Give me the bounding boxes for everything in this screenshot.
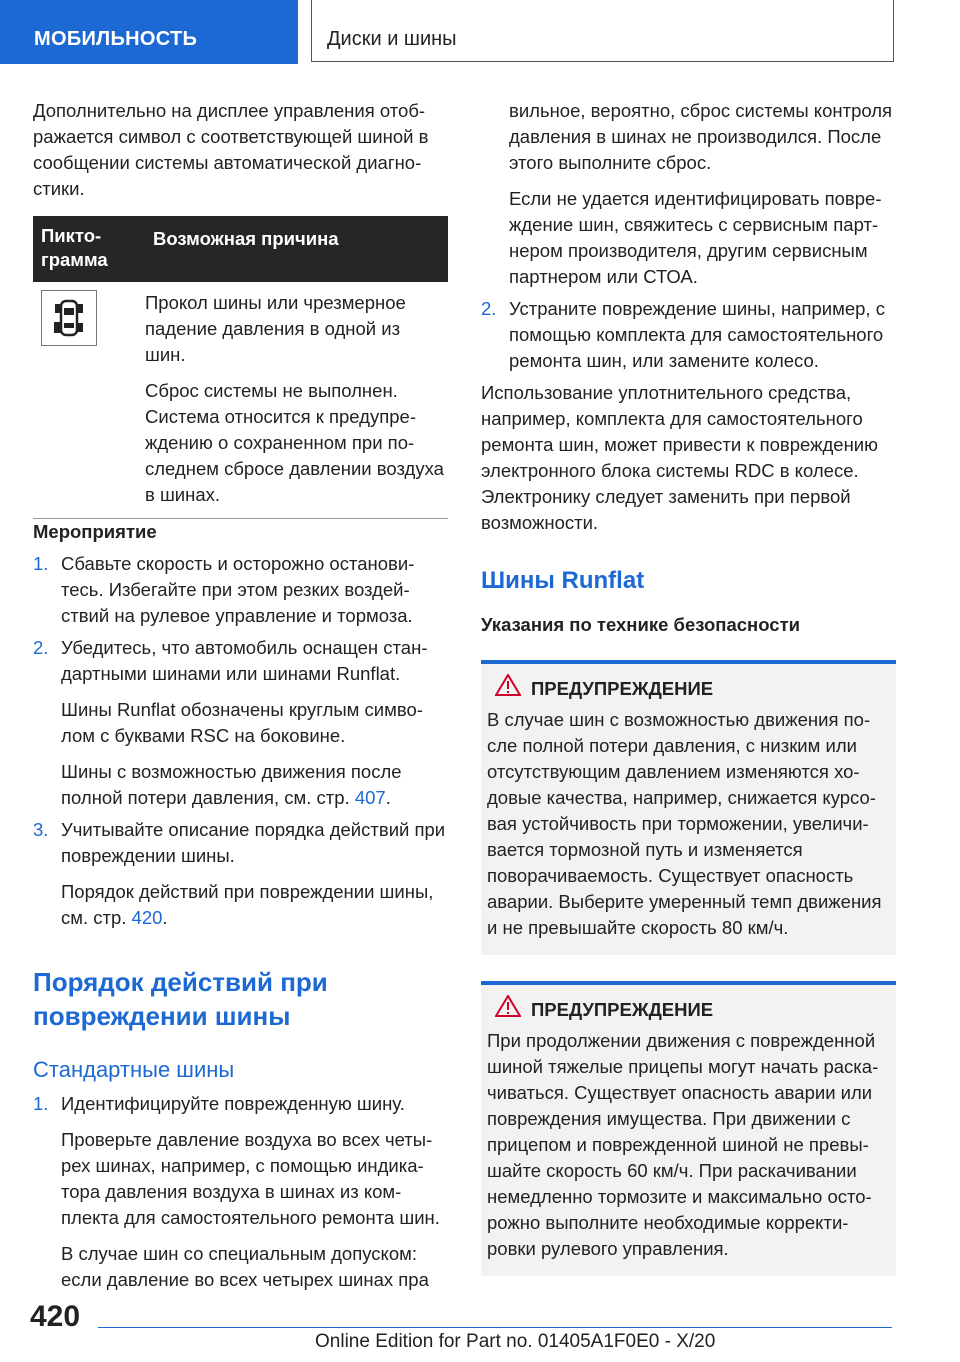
continued-text: вильное, вероятно, сброс системы контроля давления в шинах не производился. После этого выполните сброс. (509, 100, 893, 173)
list-item (481, 296, 896, 374)
cause-text-2: Сброс системы не выполнен. Система относится к предупреждению о сохраненном при последнем сбросе давлении воздуха в шинах. (145, 380, 444, 505)
subsection-heading: Стандартные шины (33, 1057, 235, 1082)
footer-edition: Online Edition for Part no. 01405A1F0E0 - X/20 (315, 1331, 716, 1352)
list-text: Порядок действий при повреждении шины, см. стр. 420. (61, 881, 434, 928)
table-col-cause: Возможная причина (153, 228, 339, 249)
list-text: Шины с возможностью движения после полной потери давления, см. стр. 407. (61, 761, 402, 808)
warning-box (481, 660, 896, 955)
continued-text-2: Если не удается идентифицировать повреждение шин, свяжитесь с сервисным партнером производителя, другим сервисным партнером или СТОА. (509, 188, 882, 287)
warning-text: При продолжении движения с поврежденной шиной тяжелые прицепы могут начать раскачиваться. Существует опасность аварии или повреждения имущества. При движении с прицепом и поврежденной шиной не превышайте скорость 60 км/ч. При раскачивании немедленно тормозите и максимально осторожно выполните необходимые корректировки рулевого управления. (487, 1030, 879, 1259)
warning-title: ПРЕДУПРЕЖДЕНИЕ (531, 677, 714, 699)
list-number: 3. (33, 819, 49, 840)
list-text: Проверьте давление воздуха во всех четырех шинах, например, с помощью индикатора давления воздуха в шинах из комплекта для самостоятельного ремонта шин. (61, 1129, 440, 1228)
list-item (33, 551, 448, 629)
cause-text-1: Прокол шины или чрезмерное падение давления в одной из шин. (145, 292, 406, 365)
tire-pressure-car-icon (41, 290, 97, 346)
left-column (33, 98, 448, 1293)
list-item (33, 1091, 448, 1293)
list-text: Идентифицируйте поврежденную шину. (61, 1093, 405, 1114)
warning-icon (495, 995, 521, 1024)
intro-paragraph: Дополнительно на дисплее управления отображается символ с соответствующей шиной в сообщении системы автоматической диагностики. (33, 100, 429, 199)
section-title: МОБИЛЬНОСТЬ (34, 28, 198, 50)
rdc-paragraph: Использование уплотнительного средства, например, комплекта для самостоятельного ремонта шин, может привести к повреждению электронного блока системы RDC в колесе. Электронику следует заменить при первой возможности. (481, 382, 879, 533)
list-text: Сбавьте скорость и осторожно остановитесь. Избегайте при этом резких воздействий на рулевое управление и тормоза. (61, 553, 415, 626)
warning-box (481, 981, 896, 1276)
warning-text: В случае шин с возможностью движения после полной потери давления, с низким или отсутствующим давлением изменяются ходовые качества, например, снижается курсовая устойчивость при торможении, увеличивается тормозной путь и изменяется поворачиваемость. Существует опасность аварии. Выберите умеренный темп движения и не превышайте скорость 80 км/ч. (487, 709, 882, 938)
list-number: 1. (33, 553, 49, 574)
list-item (33, 635, 448, 811)
table-row (33, 282, 448, 519)
runflat-heading: Шины Runflat (481, 567, 645, 594)
chapter-header (311, 0, 894, 62)
list-text: Убедитесь, что автомобиль оснащен стандартными шинами или шинами Runflat. (61, 637, 428, 684)
steps-list (33, 1091, 448, 1293)
list-number: 2. (481, 298, 497, 319)
measures-heading: Мероприятие (33, 521, 157, 542)
list-number: 1. (33, 1093, 49, 1114)
list-item (33, 817, 448, 931)
table-col-pictogram: Пиктограмма (41, 225, 108, 270)
warning-icon (495, 674, 521, 703)
list-number: 2. (33, 637, 49, 658)
page-link-407[interactable]: 407 (354, 787, 386, 808)
list-text: Устраните повреждение шины, например, с помощью комплекта для самостоятельного ремонта шин, или замените колесо. (509, 298, 885, 371)
measures-list (33, 551, 448, 931)
table-header (33, 216, 448, 282)
list-text: В случае шин со специальным допуском: если давление во всех четырех шинах пра (61, 1243, 429, 1290)
footer-divider (98, 1327, 892, 1328)
section-tab (0, 0, 298, 64)
section-heading: Порядок действий при повреждении шины (33, 967, 328, 1031)
page-number: 420 (30, 1300, 81, 1333)
steps-list-cont (481, 296, 896, 374)
page-link-420[interactable]: 420 (131, 907, 163, 928)
list-text: Учитывайте описание порядка действий при повреждении шины. (61, 819, 446, 866)
warning-title: ПРЕДУПРЕЖДЕНИЕ (531, 998, 714, 1020)
safety-heading: Указания по технике безопасности (481, 614, 800, 635)
list-text: Шины Runflat обозначены круглым символом с буквами RSC на боковине. (61, 699, 423, 746)
chapter-title: Диски и шины (327, 28, 457, 50)
right-column (481, 98, 896, 1276)
